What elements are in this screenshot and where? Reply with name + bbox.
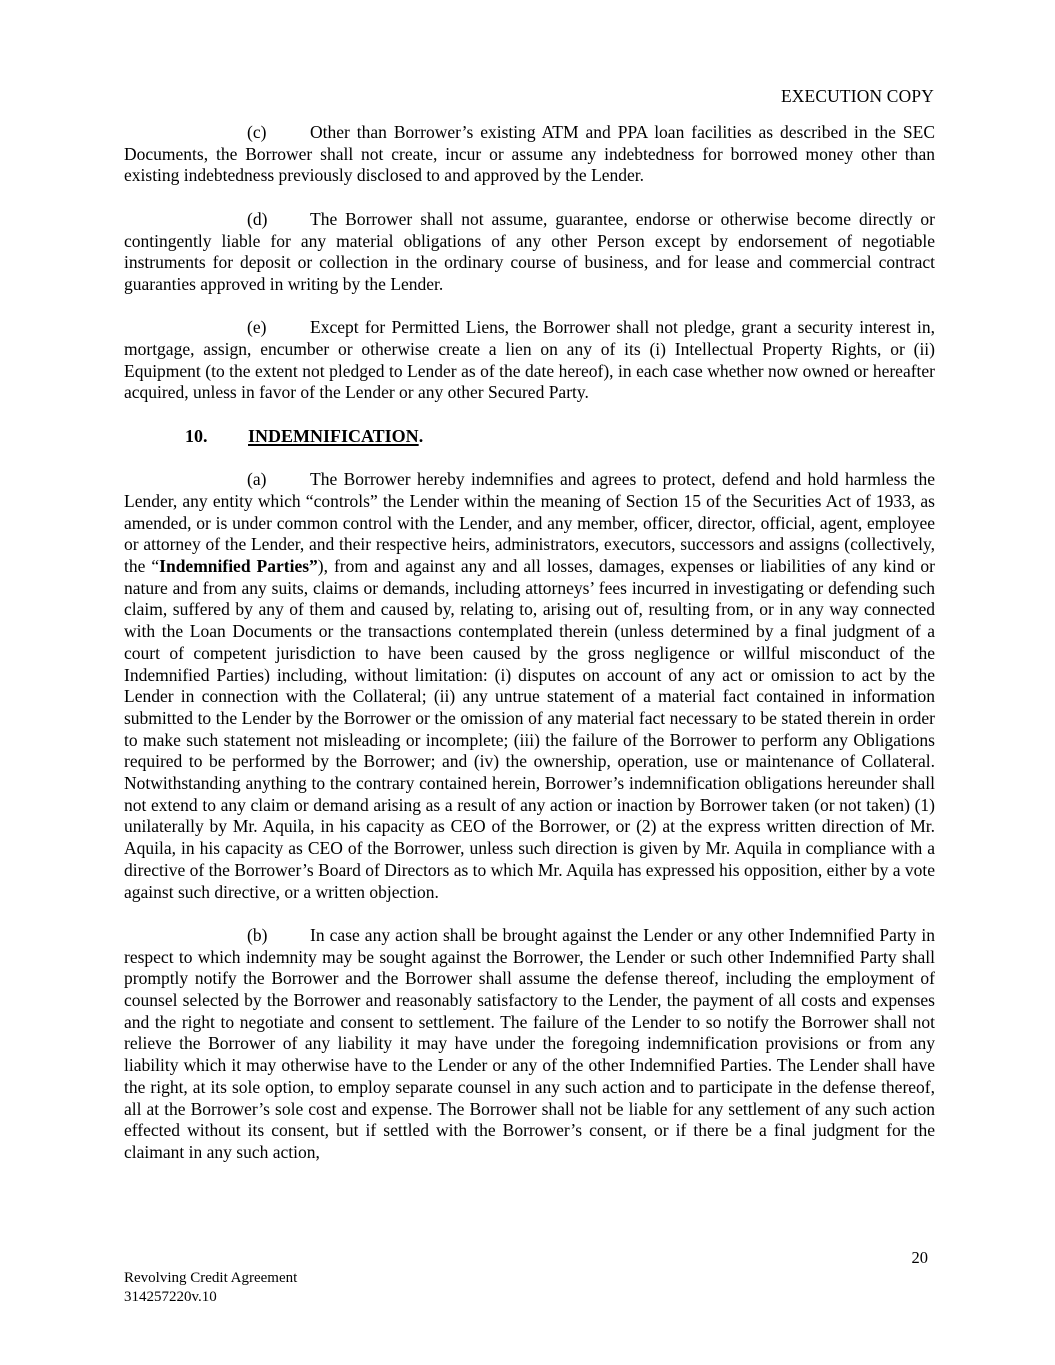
paragraph-e-text: Except for Permitted Liens, the Borrower shall not pledge, grant a security interest in, mortgage, assign, encumber or otherwise create a lien on any of its (i) Intellectual Property Rights, or (ii) Equipment (to the extent not pledged to Lender as of the date hereof), in each case whether now owned or hereafter acquired, unless in favor of the Lender or any other Secured Party. xyxy=(124,317,935,403)
paragraph-a xyxy=(124,469,935,903)
indemnified-parties-term: Indemnified Parties” xyxy=(159,556,318,576)
paragraph-c-label: (c) xyxy=(247,122,267,142)
paragraph-c-text: Other than Borrower’s existing ATM and PPA loan facilities as described in the SEC Documents, the Borrower shall not create, incur or assume any indebtedness for borrowed money other than existing indebtedness previously disclosed to and approved by the Lender. xyxy=(124,122,935,186)
paragraph-d-text: The Borrower shall not assume, guarantee, endorse or otherwise become directly or contingently liable for any material obligations of any other Person except by endorsement of negotiable instruments for deposit or collection in the ordinary course of business, and for lease and commercial contract guaranties approved in writing by the Lender. xyxy=(124,208,935,294)
paragraph-a-label: (a) xyxy=(247,469,267,490)
page-footer xyxy=(124,1269,297,1307)
execution-copy-label: EXECUTION COPY xyxy=(780,86,934,106)
paragraph-e xyxy=(124,317,935,404)
paragraph-b xyxy=(124,925,935,1164)
paragraph-d-label: (d) xyxy=(247,208,268,229)
section-heading-indemnification xyxy=(124,426,935,448)
paragraph-a-text-1: The Borrower hereby indemnifies and agrees to protect, defend and hold harmless the Lender, any entity which “controls” the Lender within the meaning of Section 15 of the Securities Act of 1933, as amended, or is under common control with the Lender, and any member, officer, director, official, agent, employee or attorney of the Lender, and their respective heirs, administrators, executors, successors and assigns (collectively, the “ xyxy=(124,469,935,576)
paragraph-c xyxy=(124,122,935,187)
document-body xyxy=(124,122,935,1164)
page-number: 20 xyxy=(911,1248,928,1267)
paragraph-a-text-2: ), from and against any and all losses, damages, expenses or liabilities of any kind or nature and from any suits, claims or demands, including attorneys’ fees incurred in investigating or defending such claim, suffered by any of them and caused by, relating to, arising out of, resulting from, or in any way connected with the Loan Documents or the transactions contemplated therein (unless determined by a final judgment of a court of competent jurisdiction to have been caused by the gross negligence or willful misconduct of the Indemnified Parties) including, without limitation: (i) disputes on account of any act or omission to act by the Lender in connection with the Collateral; (ii) any untrue statement of a material fact contained in information submitted to the Lender by the Borrower or the omission of any material fact necessary to be stated therein in order to make such statement not misleading or incomplete; (iii) the failure of the Borrower to perform any Obligations required to be performed by the Borrower; and (iv) the ownership, operation, use or maintenance of Collateral. Notwithstanding anything to the contrary contained herein, Borrower’s indemnification obligations hereunder shall not extend to any claim or demand arising as a result of any action or inaction by Borrower taken (or not taken) (1) unilaterally by Mr. Aquila, in his capacity as CEO of the Borrower, or (2) at the express written direction of Mr. Aquila, in his capacity as CEO of the Borrower, unless such direction is given by Mr. Aquila in compliance with a directive of the Borrower’s Board of Directors as to which Mr. Aquila has expressed his opposition, either by a vote against such directive, or a written objection. xyxy=(124,556,935,902)
footer-doc-id: 314257220v.10 xyxy=(124,1289,217,1305)
footer-doc-title: Revolving Credit Agreement xyxy=(124,1270,298,1286)
paragraph-b-label: (b) xyxy=(247,924,268,945)
paragraph-d xyxy=(124,209,935,296)
section-number: 10. xyxy=(185,425,208,446)
paragraph-e-label: (e) xyxy=(247,317,267,338)
section-title-period: . xyxy=(418,425,424,446)
section-title: INDEMNIFICATION xyxy=(248,425,419,446)
paragraph-b-text: In case any action shall be brought against the Lender or any other Indemnified Party in respect to which indemnity may be sought against the Borrower, the Lender or such other Indemnified Party shall promptly notify the Borrower and the Borrower shall assume the defense thereof, including the employment of counsel selected by the Borrower and reasonably satisfactory to the Lender, the payment of all costs and expenses and the right to negotiate and consent to settlement. The failure of the Lender to so notify the Borrower shall not relieve the Borrower of any liability it may have under the foregoing indemnification provisions or from any liability which it may otherwise have to the Lender or any of the other Indemnified Parties. The Lender shall have the right, at its sole option, to employ separate counsel in any such action and to participate in the defense thereof, all at the Borrower’s sole cost and expense. The Borrower shall not be liable for any settlement of any such action effected without its consent, but if settled with the Borrower’s consent, or if there be a final judgment for the claimant in any such action, xyxy=(124,924,935,1162)
